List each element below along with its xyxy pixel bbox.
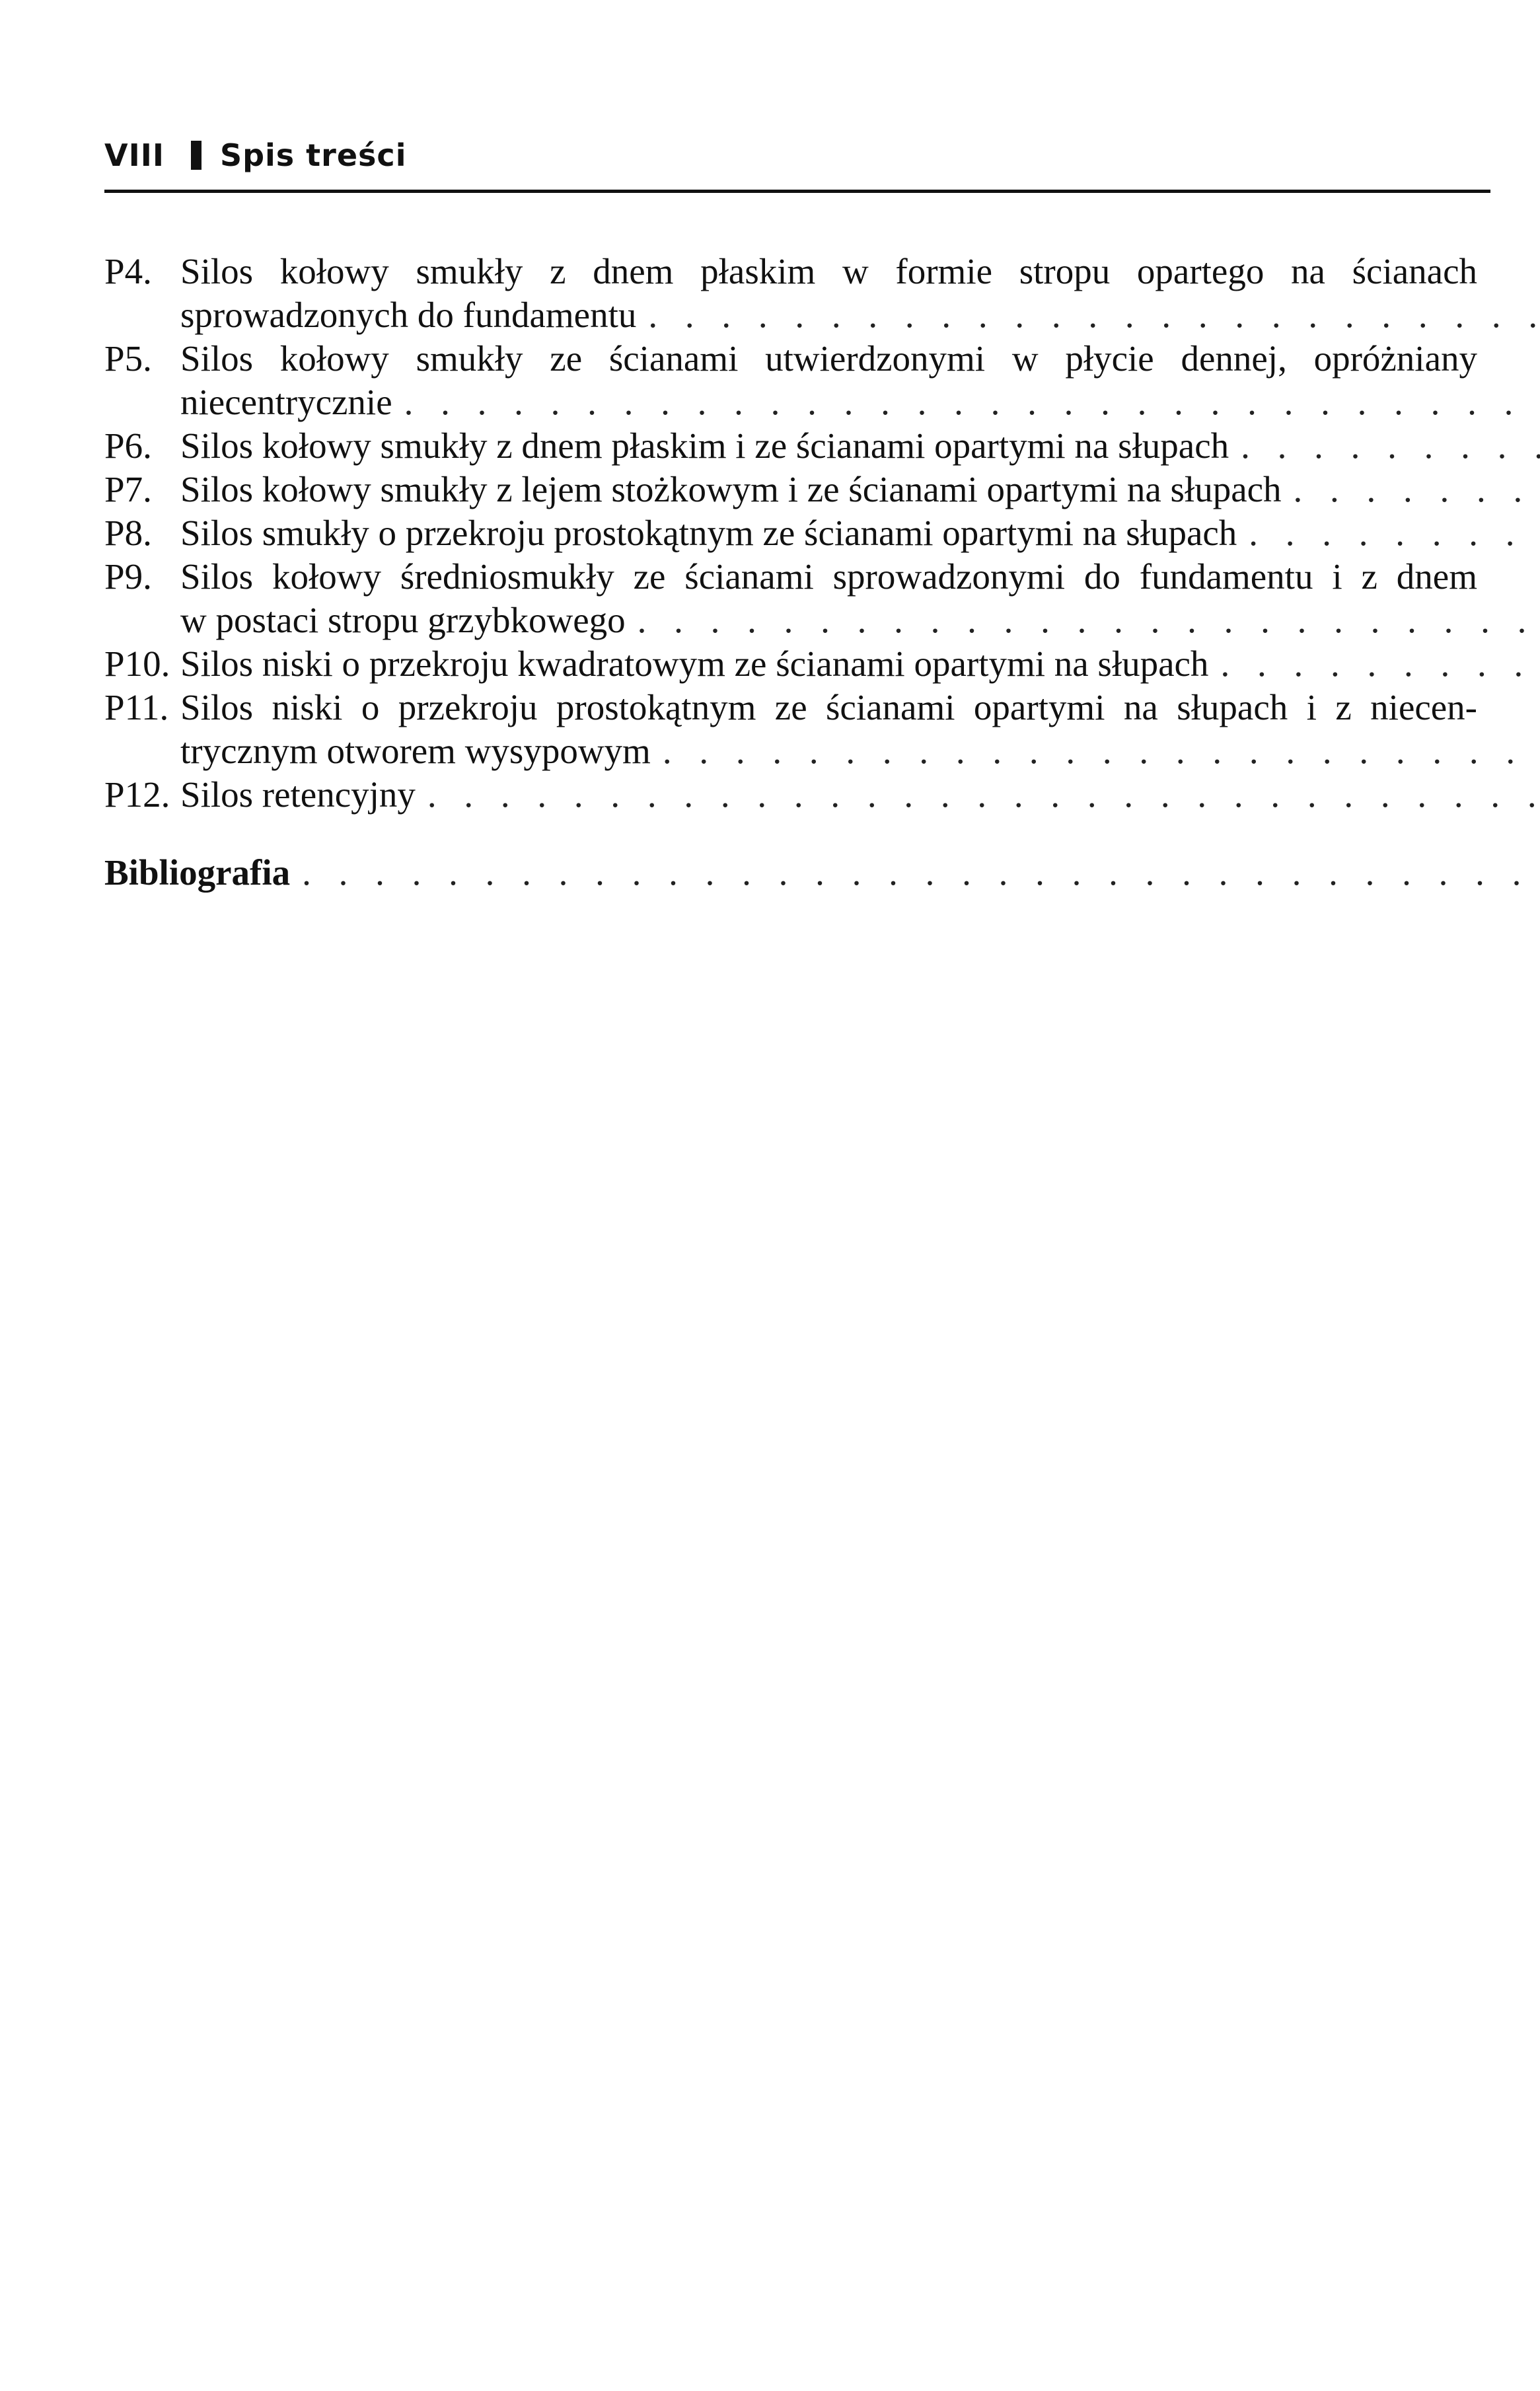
toc-entry-p11[interactable] <box>104 686 1490 773</box>
dot-leader <box>663 729 1540 773</box>
toc-entry-p5[interactable] <box>104 337 1490 424</box>
dot-leader <box>1220 642 1540 686</box>
toc-entry-number: P5. <box>104 338 152 379</box>
toc-entry-p6[interactable] <box>104 424 1490 468</box>
toc-entry-title-line: Silos kołowy smukły z dnem płaskim w formie stropu opartego na ścianach <box>180 251 1477 291</box>
toc-entry-title-line: Silos retencyjny <box>180 774 416 815</box>
toc-entry-title-line: Silos kołowy średniosmukły ze ścianami sprowadzonymi do fundamentu i z dnem <box>180 556 1477 597</box>
toc-entry-p7[interactable] <box>104 468 1490 511</box>
dot-leader <box>1241 424 1540 468</box>
toc-entry-number: P9. <box>104 556 152 597</box>
toc-entry-number: P7. <box>104 469 152 509</box>
dot-leader <box>427 773 1540 817</box>
toc-entry-p12[interactable] <box>104 773 1490 817</box>
toc-entry-title-line: Silos kołowy smukły ze ścianami utwierdzonymi w płycie dennej, opróżniany <box>180 338 1477 379</box>
toc-entry-title-line: Silos smukły o przekroju prostokątnym ze ścianami opartymi na słupach <box>180 513 1237 553</box>
dot-leader <box>648 293 1540 337</box>
toc-entry-title-line: Silos kołowy smukły z dnem płaskim i ze ścianami opartymi na słupach <box>180 425 1229 466</box>
bibliography-label: Bibliografia <box>104 852 291 893</box>
toc-entry-number: P12. <box>104 774 170 815</box>
toc-entry-p10[interactable] <box>104 642 1490 686</box>
toc-entry-number: P6. <box>104 425 152 466</box>
toc-entry-title-line: w postaci stropu grzybkowego <box>180 600 626 640</box>
toc-entry-title-line: sprowadzonych do fundamentu <box>180 295 637 335</box>
toc-entry-title-line: Silos kołowy smukły z lejem stożkowym i ze ścianami opartymi na słupach <box>180 469 1282 509</box>
running-header <box>104 132 406 178</box>
toc-entry-title-line: Silos niski o przekroju kwadratowym ze ścianami opartymi na słupach <box>180 644 1209 684</box>
dot-leader <box>1294 468 1540 511</box>
toc-entry-number: P10. <box>104 644 170 684</box>
header-square-ornament <box>191 141 202 170</box>
dot-leader <box>1249 511 1540 555</box>
toc-entry-p8[interactable] <box>104 511 1490 555</box>
header-title: Spis treści <box>219 137 407 173</box>
toc-entry-p4[interactable] <box>104 250 1490 337</box>
dot-leader <box>638 599 1540 642</box>
toc-entry-p9[interactable] <box>104 555 1490 642</box>
toc-entry-title-line: Silos niski o przekroju prostokątnym ze ścianami opartymi na słupach i z niecen- <box>180 687 1477 727</box>
toc-entry-number: P8. <box>104 513 152 553</box>
dot-leader <box>302 851 1540 895</box>
toc-entry-title-line: trycznym otworem wysypowym <box>180 731 651 771</box>
header-page-number: VIII <box>104 137 165 173</box>
table-of-contents <box>104 250 1490 895</box>
toc-entry-number: P11. <box>104 687 169 727</box>
toc-entry-bibliography[interactable] <box>104 851 1490 895</box>
toc-entry-title-line: niecentrycznie <box>180 382 392 422</box>
header-rule <box>104 190 1490 193</box>
toc-entry-number: P4. <box>104 251 152 291</box>
dot-leader <box>404 381 1540 424</box>
